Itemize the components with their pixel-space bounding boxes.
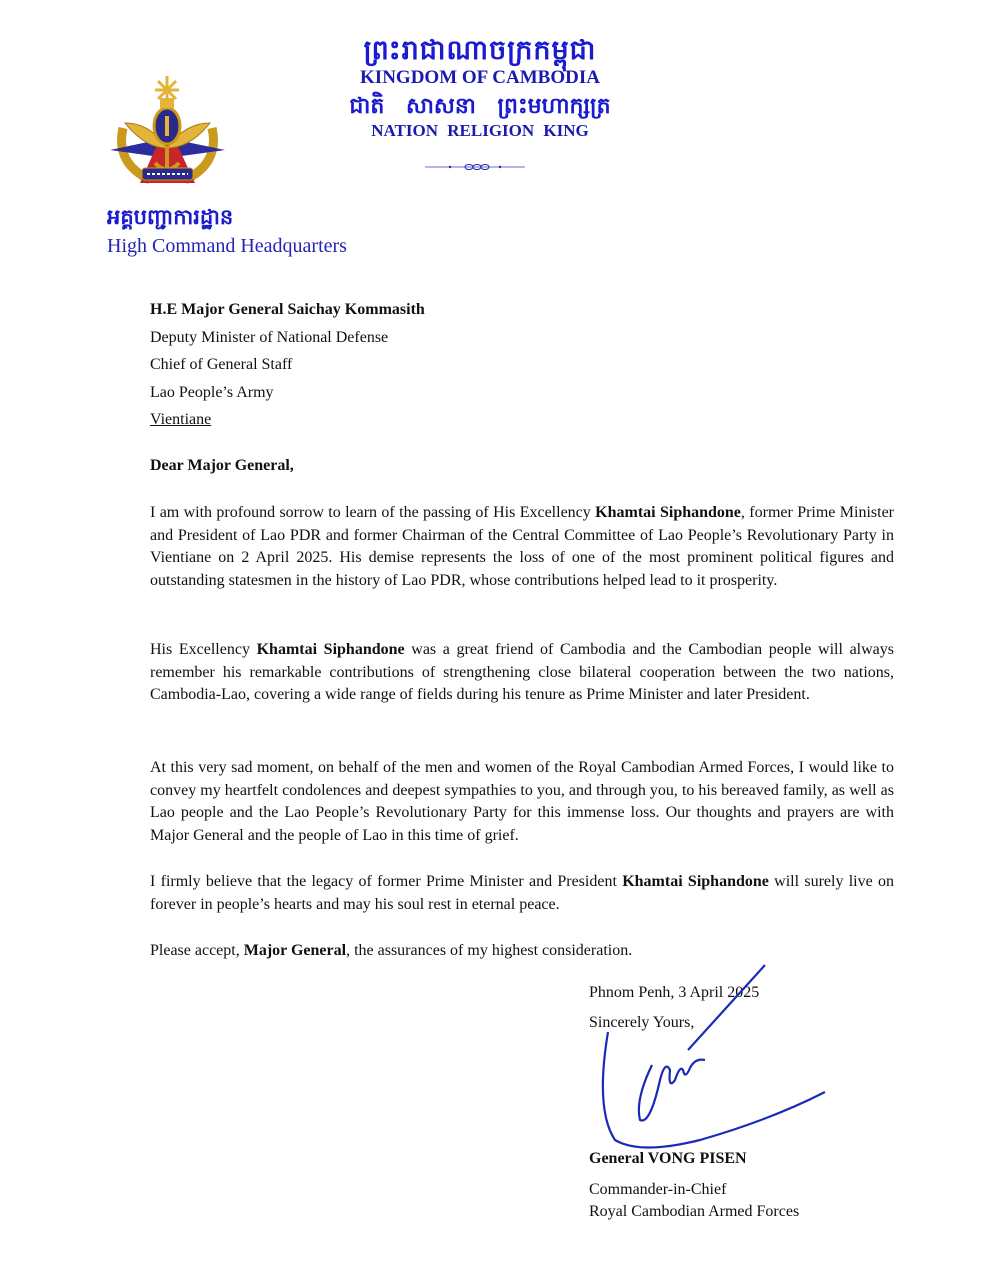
body-paragraph-3: At this very sad moment, on behalf of the men and women of the Royal Cambodian Armed Forces, I would like to convey my heartfelt condolences and deepest sympathies to you, and through you, to his bereaved family, as well as Lao people and the Lao People’s Revolutionary Party for this immense loss. Our thoughts and prayers are with Major General and the people of Lao in this time of grief. bbox=[150, 759, 894, 845]
signatory-title-1: Commander-in-Chief bbox=[589, 1181, 727, 1198]
salutation: Dear Major General, bbox=[150, 457, 294, 474]
kingdom-title-khmer: ព្រះរាជាណាចក្រកម្ពុជា bbox=[363, 35, 597, 66]
recipient-address bbox=[150, 296, 425, 434]
kingdom-title-english: KINGDOM OF CAMBODIA bbox=[360, 67, 600, 88]
deceased-name: Khamtai Siphandone bbox=[256, 641, 405, 658]
rcaf-emblem-icon bbox=[105, 68, 230, 193]
place-date: Phnom Penh, 3 April 2025 bbox=[589, 984, 760, 1001]
recipient-name: H.E Major General Saichay Kommasith bbox=[150, 301, 425, 318]
deceased-name: Khamtai Siphandone bbox=[595, 504, 741, 521]
motto-english: NATION RELIGION KING bbox=[371, 121, 589, 140]
org-name-khmer: អគ្គបញ្ជាការដ្ឋាន bbox=[107, 205, 234, 229]
body-paragraph-1: I am with profound sorrow to learn of the passing of His Excellency Khamtai Siphandone, former Prime Minister and President of Lao PDR and former Chairman of the Central Committee of Lao People’s Revolutionary Party in Vientiane on 2 April 2025. His demise represents the loss of one of the most prominent political figures and outstanding statesmen in the history of Lao PDR, whose contributions helped lead to it prosperity. bbox=[150, 504, 895, 590]
recipient-line-1: Deputy Minister of National Defense bbox=[150, 328, 389, 346]
valediction: Sincerely Yours, bbox=[589, 1014, 695, 1031]
signatory-title-2: Royal Cambodian Armed Forces bbox=[589, 1203, 800, 1220]
addressee-rank: Major General bbox=[243, 942, 347, 959]
recipient-line-2: Chief of General Staff bbox=[150, 356, 293, 373]
recipient-line-3: Lao People’s Army bbox=[150, 383, 274, 401]
ornamental-divider-icon bbox=[425, 157, 525, 163]
motto-khmer: ជាតិ សាសនា ព្រះមហាក្សត្រ bbox=[349, 94, 611, 119]
org-name-english: High Command Headquarters bbox=[107, 235, 347, 257]
recipient-city: Vientiane bbox=[150, 411, 212, 428]
signatory-name: General VONG PISEN bbox=[589, 1150, 747, 1167]
body-paragraph-4: I firmly believe that the legacy of former Prime Minister and President Khamtai Siphandone will surely live on forever in people’s hearts and may his soul rest in eternal peace. bbox=[150, 873, 895, 913]
body-paragraph-2: His Excellency Khamtai Siphandone was a great friend of Cambodia and the Cambodian people will always remember his remarkable contributions of strengthening close bilateral cooperation between the two nations, Cambodia-Lao, covering a wide range of fields during his tenure as Prime Minister and later President. bbox=[150, 641, 895, 704]
closing-paragraph: Please accept, Major General, the assurances of my highest consideration. bbox=[150, 942, 633, 959]
deceased-name: Khamtai Siphandone bbox=[622, 873, 769, 890]
handwritten-signature-icon bbox=[580, 960, 840, 1160]
